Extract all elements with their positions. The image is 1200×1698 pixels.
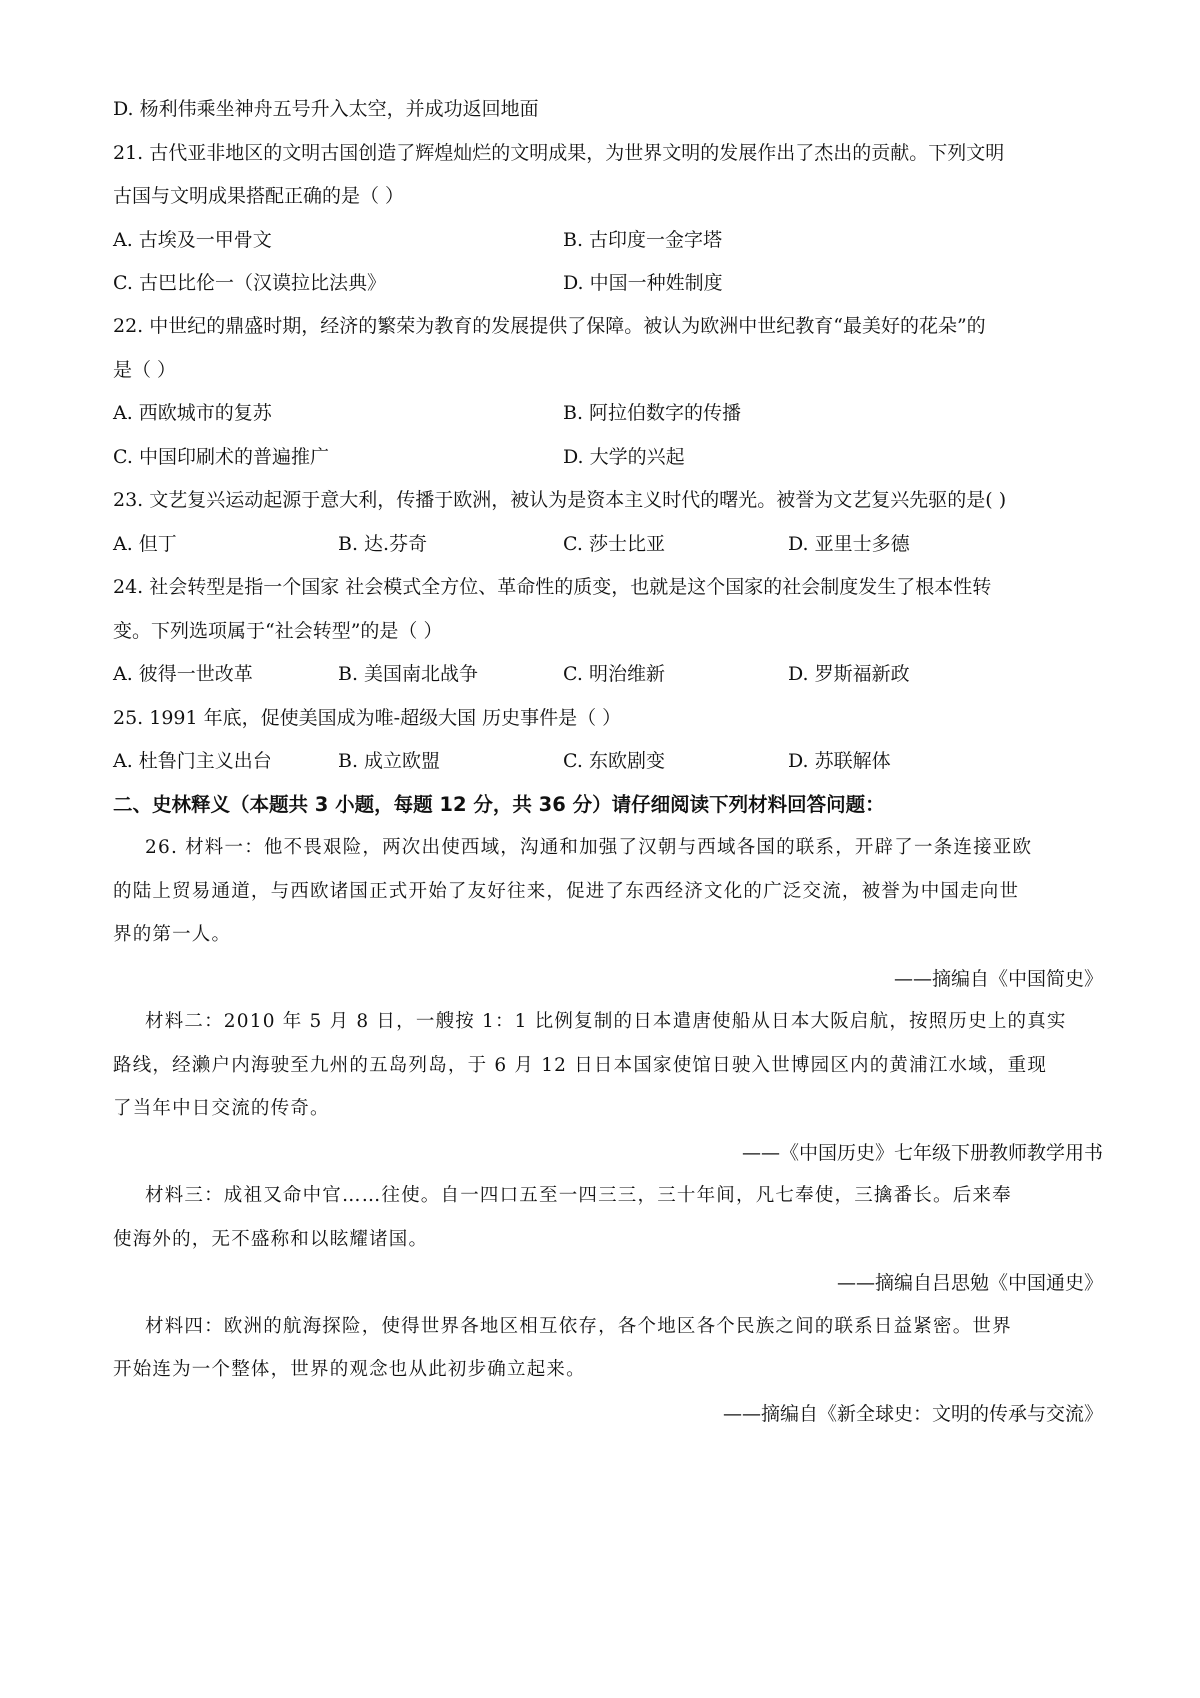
- q26-material3-line1: 材料三：成祖又命中官……往使。自一四口五至一四三三，三十年间，凡七奉使，三擒番长。后来奉: [145, 1185, 1012, 1206]
- q25-option-c: C. 东欧剧变: [563, 750, 665, 772]
- q26-material1-line1: 26. 材料一：他不畏艰险，两次出使西域，沟通和加强了汉朝与西域各国的联系，开辟了一条连接亚欧: [145, 837, 1033, 858]
- q23-option-c: C. 莎士比亚: [563, 533, 665, 555]
- q26-material1-source: ——摘编自《中国简史》: [893, 968, 1103, 990]
- q26-material1-line3: 界的第一人。: [113, 924, 232, 945]
- q20-option-d: D. 杨利伟乘坐神舟五号升入太空，并成功返回地面: [113, 98, 539, 120]
- q26-material1-line2: 的陆上贸易通道，与西欧诸国正式开始了友好往来，促进了东西经济文化的广泛交流，被誉为中国走向世: [113, 881, 1020, 902]
- q23-option-a: A. 但丁: [113, 533, 177, 555]
- q25-option-b: B. 成立欧盟: [338, 750, 441, 772]
- q26-material2-source: ——《中国历史》七年级下册教师教学用书: [741, 1142, 1103, 1164]
- q25-option-d: D. 苏联解体: [788, 750, 891, 772]
- q21-option-a: A. 古埃及一甲骨文: [113, 229, 272, 251]
- q21-option-c: C. 古巴比伦一（汉谟拉比法典》: [113, 272, 386, 294]
- q22-option-b: B. 阿拉伯数字的传播: [563, 402, 742, 424]
- section-2-heading: 二、史林释义（本题共 3 小题，每题 12 分，共 36 分）请仔细阅读下列材料回答问题：: [113, 793, 885, 816]
- q26-material2-line2: 路线，经濑户内海驶至九州的五岛列岛，于 6 月 12 日日本国家使馆日驶入世博园区内的黄浦江水域，重现: [113, 1055, 1048, 1076]
- q21-option-d: D. 中国一种姓制度: [563, 272, 723, 294]
- q26-material2-line3: 了当年中日交流的传奇。: [113, 1098, 330, 1119]
- q24-option-c: C. 明治维新: [563, 663, 665, 685]
- q22-option-d: D. 大学的兴起: [563, 446, 685, 468]
- q26-material4-source: ——摘编自《新全球史：文明的传承与交流》: [722, 1403, 1103, 1425]
- q23-option-b: B. 达.芬奇: [338, 533, 428, 555]
- q24-option-d: D. 罗斯福新政: [788, 663, 910, 685]
- q24-option-a: A. 彼得一世改革: [113, 663, 253, 685]
- q22-option-c: C. 中国印刷术的普遍推广: [113, 446, 329, 468]
- q25-stem-line1: 25. 1991 年底，促使美国成为唯-超级大国 历史事件是（ ）: [113, 707, 622, 729]
- q25-option-a: A. 杜鲁门主义出台: [113, 750, 272, 772]
- q21-option-b: B. 古印度一金字塔: [563, 229, 723, 251]
- q22-stem-line2: 是（ ）: [113, 359, 177, 381]
- q23-option-d: D. 亚里士多德: [788, 533, 910, 555]
- q26-material3-line2: 使海外的，无不盛称和以眩耀诸国。: [113, 1229, 429, 1250]
- q23-stem-line1: 23. 文艺复兴运动起源于意大利，传播于欧洲，被认为是资本主义时代的曙光。被誉为文艺复兴先驱的是( ): [113, 489, 1007, 511]
- q24-option-b: B. 美国南北战争: [338, 663, 479, 685]
- q24-stem-line1: 24. 社会转型是指一个国家 社会模式全方位、革命性的质变，也就是这个国家的社会制度发生了根本性转: [113, 576, 992, 598]
- q26-material3-source: ——摘编自吕思勉《中国通史》: [836, 1272, 1103, 1294]
- q21-stem-line1: 21. 古代亚非地区的文明古国创造了辉煌灿烂的文明成果，为世界文明的发展作出了杰出的贡献。下列文明: [113, 142, 1005, 164]
- q22-option-a: A. 西欧城市的复苏: [113, 402, 272, 424]
- q24-stem-line2: 变。下列选项属于“社会转型”的是（ ）: [113, 620, 443, 642]
- q26-material2-line1: 材料二：2010 年 5 月 8 日，一艘按 1：1 比例复制的日本遣唐使船从日本大阪启航，按照历史上的真实: [145, 1011, 1067, 1032]
- q21-stem-line2: 古国与文明成果搭配正确的是（ ）: [113, 185, 405, 207]
- q26-material4-line1: 材料四：欧洲的航海探险，使得世界各地区相互依存，各个地区各个民族之间的联系日益紧密。世界: [145, 1316, 1012, 1337]
- q22-stem-line1: 22. 中世纪的鼎盛时期，经济的繁荣为教育的发展提供了保障。被认为欧洲中世纪教育“最美好的花朵”的: [113, 315, 986, 337]
- q26-material4-line2: 开始连为一个整体，世界的观念也从此初步确立起来。: [113, 1359, 586, 1380]
